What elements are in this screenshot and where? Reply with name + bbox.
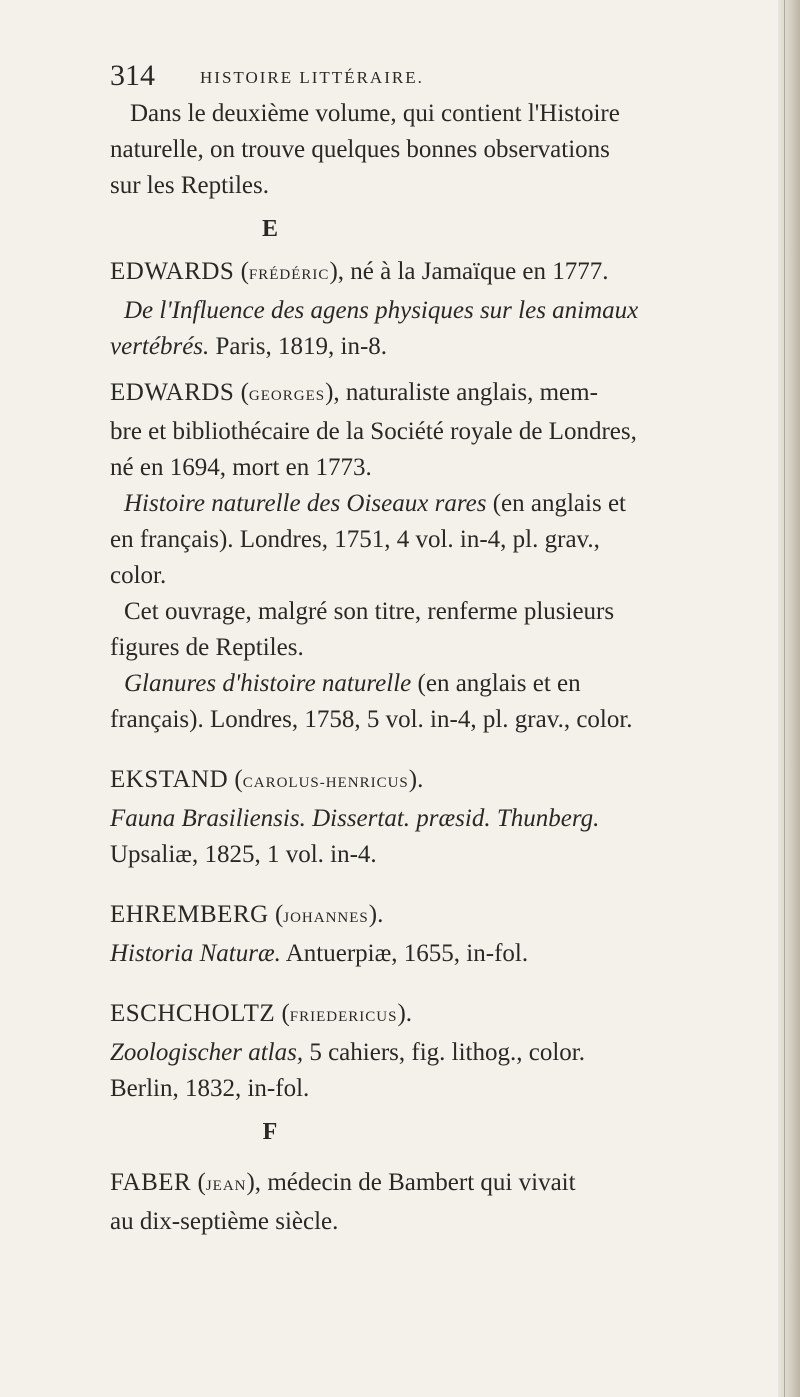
author-firstname: GEORGES [248, 388, 326, 404]
entry-edwards-frederic: EDWARDS (FRÉDÉRIC), né à la Jamaïque en 1777. [110, 258, 609, 285]
section-letter-f: F [262, 1119, 278, 1145]
work-title: Glanures d'histoire naturelle [124, 670, 412, 697]
author-firstname: CAROLUS-HENRICUS [242, 775, 409, 791]
work-note-cont: figures de Reptiles. [110, 634, 304, 661]
section-letter-e: E [261, 216, 278, 242]
work-imprint: en français). Londres, 1751, 4 vol. in-4, pl. grav., [110, 526, 600, 553]
intro-line-2: naturelle, on trouve quelques bonnes observations [110, 136, 610, 163]
author-bio: né à la Jamaïque en 1777. [350, 258, 609, 285]
page-header [110, 56, 770, 96]
work-imprint-cont: Berlin, 1832, in-fol. [110, 1075, 310, 1102]
author-firstname: FRIEDERICUS [289, 1009, 398, 1025]
entry-edwards-georges: EDWARDS (GEORGES), naturaliste anglais, mem- [110, 379, 598, 406]
page-text [110, 56, 770, 1240]
entry-ekstand: EKSTAND (CAROLUS-HENRICUS). [110, 766, 424, 793]
work-language: (en anglais et en [417, 670, 581, 697]
work-title: Histoire naturelle des Oiseaux rares [124, 490, 487, 517]
author-surname: EHREMBERG [110, 901, 269, 928]
author-bio-cont: né en 1694, mort en 1773. [110, 454, 372, 481]
entry-ehremberg: EHREMBERG (JOHANNES). [110, 901, 384, 928]
work-imprint: Upsaliæ, 1825, 1 vol. in-4. [110, 841, 377, 868]
work-title: Fauna Brasiliensis. Dissertat. præsid. Thunberg. [110, 805, 600, 832]
work-imprint: français). Londres, 1758, 5 vol. in-4, pl. grav., color. [110, 706, 633, 733]
work-imprint: Paris, 1819, in-8. [215, 333, 388, 360]
work-imprint: Antuerpiæ, 1655, in-fol. [285, 940, 529, 967]
author-firstname: JOHANNES [283, 910, 369, 926]
author-surname: EDWARDS [110, 258, 235, 285]
page-number: 314 [110, 59, 155, 92]
author-bio-cont: au dix-septième siècle. [110, 1208, 339, 1235]
author-firstname: FRÉDÉRIC [248, 267, 330, 283]
work-title: Historia Naturæ. [110, 940, 281, 967]
intro-line-1: Dans le deuxième volume, qui contient l'Histoire [130, 100, 620, 127]
work-imprint-cont: color. [110, 562, 167, 589]
work-title-cont: vertébrés. [110, 333, 210, 360]
work-language: (en anglais et [492, 490, 626, 517]
work-title: De l'Influence des agens physiques sur les animaux [124, 297, 639, 324]
author-bio-cont: bre et bibliothécaire de la Société royale de Londres, [110, 418, 637, 445]
author-firstname: JEAN [205, 1178, 247, 1194]
entry-eschcholtz: ESCHCHOLTZ (FRIEDERICUS). [110, 1000, 413, 1027]
intro-line-3: sur les Reptiles. [110, 172, 270, 199]
author-bio: naturaliste anglais, mem- [345, 379, 598, 406]
work-note: Cet ouvrage, malgré son titre, renferme plusieurs [124, 598, 615, 625]
running-head: HISTOIRE LITTÉRAIRE. [200, 68, 424, 87]
work-imprint: 5 cahiers, fig. lithog., color. [309, 1039, 585, 1066]
author-bio: médecin de Bambert qui vivait [267, 1169, 576, 1196]
author-surname: ESCHCHOLTZ [110, 1000, 276, 1027]
work-title: Zoologischer atlas, [110, 1039, 304, 1066]
author-surname: EKSTAND [110, 766, 229, 793]
page-edge [778, 0, 800, 1397]
author-surname: FABER [110, 1169, 192, 1196]
entry-faber: FABER (JEAN), médecin de Bambert qui vivait [110, 1169, 576, 1196]
author-surname: EDWARDS [110, 379, 235, 406]
